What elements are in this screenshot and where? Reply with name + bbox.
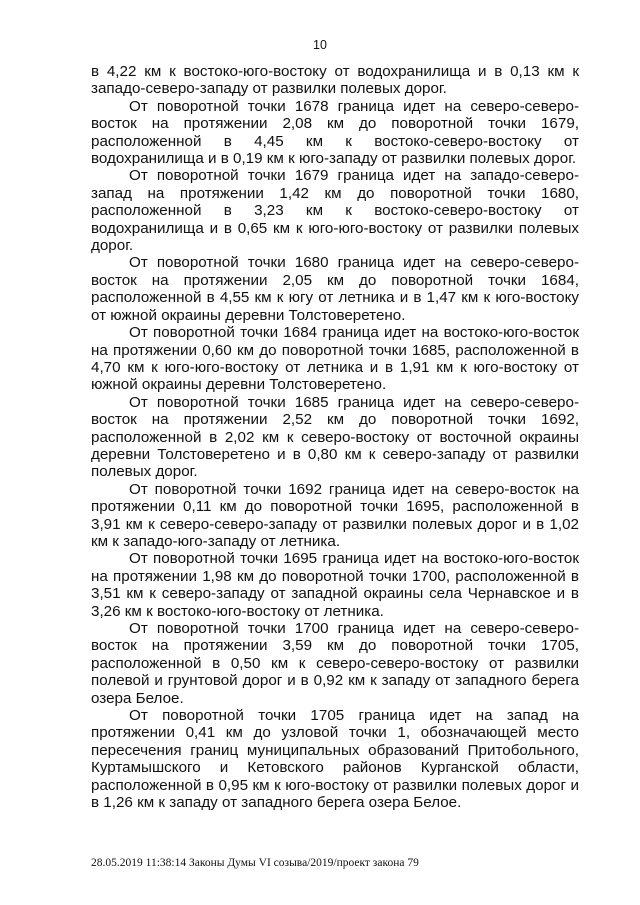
paragraph-continuation: в 4,22 км к востоко-юго-востоку от водохранилища и в 0,13 км к западо-северо-западу от развилки полевых дорог.	[91, 63, 579, 98]
page-number: 10	[313, 38, 327, 52]
paragraph-point-1695: От поворотной точки 1695 граница идет на востоко-юго-восток на протяжении 1,98 км до поворотной точки 1700, расположенной в 3,51 км к северо-западу от западной окраины села Чернавское и в 3,26 км к востоко-юго-востоку от летника.	[91, 550, 579, 620]
paragraph-point-1705: От поворотной точки 1705 граница идет на запад на протяжении 0,41 км до узловой точки 1, обозначающей место пересечения границ муниципальных образований Притобольного, Куртамышского и Кетовского районов Курганской области, расположенной в 0,95 км к юго-востоку от развилки полевых дорог и в 1,26 км к западу от западного берега озера Белое.	[91, 707, 579, 812]
paragraph-point-1692: От поворотной точки 1692 граница идет на северо-восток на протяжении 0,11 км до поворотной точки 1695, расположенной в 3,91 км к северо-северо-западу от развилки полевых дорог и в 1,02 км к западо-юго-западу от летника.	[91, 480, 579, 550]
paragraph-point-1678: От поворотной точки 1678 граница идет на северо-северо-восток на протяжении 2,08 км до поворотной точки 1679, расположенной в 4,45 км к востоко-северо-востоку от водохранилища и в 0,19 км к юго-западу от развилки полевых дорог.	[91, 97, 579, 168]
paragraph-point-1685: От поворотной точки 1685 граница идет на северо-северо-восток на протяжении 2,52 км до поворотной точки 1692, расположенной в 2,02 км к северо-востоку от восточной окраины деревни Толстоверетено и в 0,80 км к северо-западу от развилки полевых дорог.	[91, 393, 579, 481]
document-body	[91, 63, 579, 811]
paragraph-point-1679: От поворотной точки 1679 граница идет на западо-северо-запад на протяжении 1,42 км до поворотной точки 1680, расположенной в 3,23 км к востоко-северо-востоку от водохранилища и в 0,65 км к юго-юго-востоку от развилки полевых дорог.	[91, 167, 579, 255]
paragraph-point-1700: От поворотной точки 1700 граница идет на северо-северо-восток на протяжении 3,59 км до поворотной точки 1705, расположенной в 0,50 км к северо-северо-востоку от развилки полевой и грунтовой дорог и в 0,92 км к западу от западного берега озера Белое.	[91, 620, 579, 707]
document-footer: 28.05.2019 11:38:14 Законы Думы VI созыва/2019/проект закона 79	[91, 857, 419, 869]
paragraph-point-1680: От поворотной точки 1680 граница идет на северо-северо-восток на протяжении 2,05 км до поворотной точки 1684, расположенной в 4,55 км к югу от летника и в 1,47 км к юго-востоку от южной окраины деревни Толстоверетено.	[91, 254, 579, 324]
paragraph-point-1684: От поворотной точки 1684 граница идет на востоко-юго-восток на протяжении 0,60 км до поворотной точки 1685, расположенной в 4,70 км к юго-юго-востоку от летника и в 1,91 км к юго-востоку от южной окраины деревни Толстоверетено.	[91, 324, 579, 394]
